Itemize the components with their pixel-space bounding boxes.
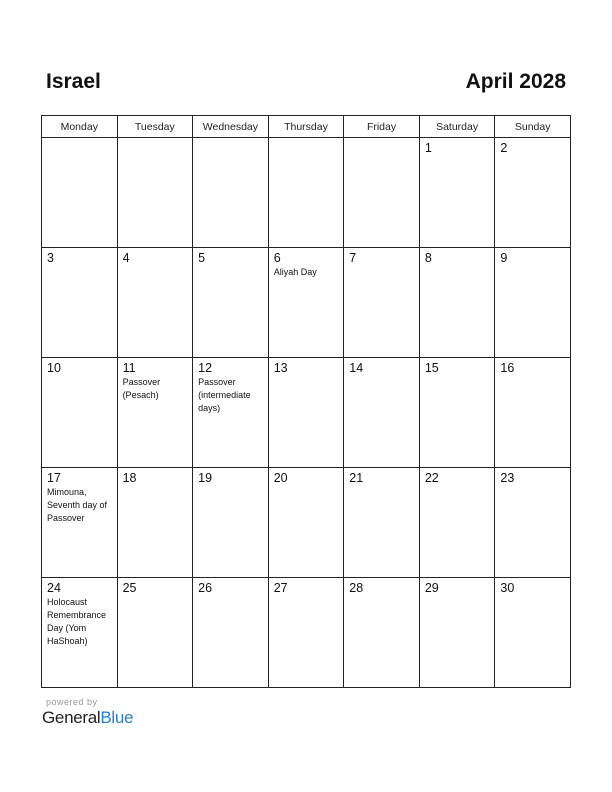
day-number: 12 [198, 361, 213, 375]
weekday-header-row [42, 116, 571, 138]
weekday-thursday: Thursday [268, 116, 344, 138]
day-number: 21 [349, 471, 364, 485]
day-cell [495, 248, 571, 358]
day-cell [495, 578, 571, 688]
week-row [42, 578, 571, 688]
day-cell [344, 578, 420, 688]
day-number: 20 [273, 471, 288, 485]
day-cell [117, 578, 193, 688]
day-number: 7 [349, 251, 357, 265]
day-number: 18 [122, 471, 137, 485]
day-cell [344, 248, 420, 358]
weekday-saturday: Saturday [419, 116, 495, 138]
day-cell [419, 578, 495, 688]
day-number: 23 [500, 471, 515, 485]
holiday-label: Aliyah Day [273, 267, 317, 277]
country-title: Israel [46, 70, 101, 93]
day-cell [268, 578, 344, 688]
day-number: 29 [424, 581, 439, 595]
day-number: 26 [198, 581, 213, 595]
day-number: 13 [273, 361, 288, 375]
day-cell [495, 358, 571, 468]
day-cell [268, 468, 344, 578]
day-cell [117, 138, 193, 248]
day-number: 16 [500, 361, 515, 375]
day-number: 28 [349, 581, 364, 595]
day-cell [495, 468, 571, 578]
day-number: 27 [273, 581, 288, 595]
month-year-title: April 2028 [465, 70, 566, 93]
weekday-sunday: Sunday [495, 116, 571, 138]
day-cell [419, 468, 495, 578]
day-cell [42, 248, 118, 358]
day-number: 30 [500, 581, 515, 595]
day-number: 14 [349, 361, 364, 375]
day-cell [268, 138, 344, 248]
day-cell [344, 358, 420, 468]
holiday-label: Mimouna, [47, 487, 87, 497]
day-cell [344, 138, 420, 248]
day-number: 11 [122, 361, 136, 375]
day-number: 3 [47, 251, 54, 265]
day-number: 17 [47, 471, 61, 485]
day-cell [117, 248, 193, 358]
brand-general-text: General [42, 708, 101, 727]
holiday-label: days) [198, 403, 221, 413]
week-row [42, 138, 571, 248]
holiday-label: Day (Yom [47, 623, 87, 633]
generalblue-logo[interactable] [42, 708, 133, 728]
day-cell [193, 578, 269, 688]
holiday-label: Passover [122, 377, 161, 387]
day-cell [268, 248, 344, 358]
day-number: 6 [273, 251, 281, 265]
holiday-label: HaShoah) [47, 636, 88, 646]
holiday-label: Remembrance [47, 610, 107, 620]
weekday-monday: Monday [42, 116, 118, 138]
holiday-label: Seventh day of [47, 500, 108, 510]
holiday-label: Holocaust [47, 597, 88, 607]
day-cell [117, 468, 193, 578]
holiday-label: (Pesach) [122, 390, 159, 400]
day-cell [344, 468, 420, 578]
week-row [42, 248, 571, 358]
day-cell [419, 248, 495, 358]
day-cell [193, 248, 269, 358]
day-number: 19 [198, 471, 213, 485]
week-row [42, 468, 571, 578]
powered-by-label: powered by [46, 697, 98, 707]
day-number: 8 [424, 251, 432, 265]
weekday-wednesday: Wednesday [193, 116, 269, 138]
day-cell [42, 578, 118, 688]
day-cell [193, 468, 269, 578]
day-number: 5 [198, 251, 206, 265]
day-cell [268, 358, 344, 468]
day-number: 24 [47, 581, 61, 595]
day-cell [419, 138, 495, 248]
holiday-label: (intermediate [198, 390, 251, 400]
day-number: 2 [500, 141, 508, 155]
day-cell [42, 468, 118, 578]
calendar-grid [41, 115, 571, 688]
weekday-tuesday: Tuesday [117, 116, 193, 138]
brand-blue-text: Blue [100, 708, 134, 727]
holiday-label: Passover [47, 513, 85, 523]
day-number: 15 [424, 361, 439, 375]
day-number: 1 [424, 141, 432, 155]
day-number: 10 [47, 361, 61, 375]
day-cell [419, 358, 495, 468]
day-cell [193, 138, 269, 248]
day-cell [117, 358, 193, 468]
day-cell [42, 138, 118, 248]
day-cell [495, 138, 571, 248]
day-cell [42, 358, 118, 468]
day-number: 22 [424, 471, 439, 485]
day-cell [193, 358, 269, 468]
weekday-friday: Friday [344, 116, 420, 138]
day-number: 9 [500, 251, 508, 265]
day-number: 25 [122, 581, 137, 595]
week-row [42, 358, 571, 468]
holiday-label: Passover [198, 377, 236, 387]
day-number: 4 [122, 251, 130, 265]
